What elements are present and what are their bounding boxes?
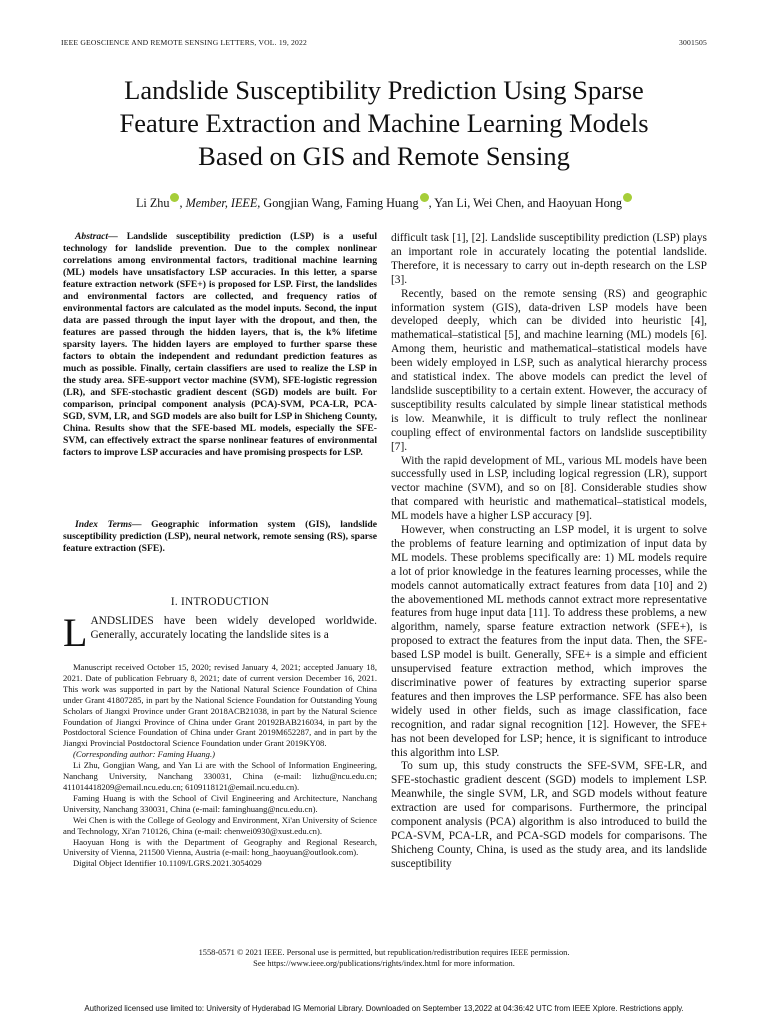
intro-first-text: ANDSLIDES have been widely developed worldwide. Generally, accurately locating the landslide sites is a xyxy=(90,615,377,641)
orcid-icon[interactable] xyxy=(623,193,632,202)
author-1: Li Zhu xyxy=(135,196,170,210)
abstract-text: — Landslide susceptibility prediction (LSP) is a useful technology for landslide prevention. Due to the complex nonlinear correlations among environmental factors, traditional machine learning (ML) models have unsatisfactory LSP accuracies. In this letter, a sparse feature extraction network (SFE+) is proposed for LSP. First, the landslides and environmental factors are collected, and frequency ratios of environmental factors are calculated as the model inputs. Second, the input data are passed through the input layer with the dropout, and then, the features are passed through the hidden layers, that is, the k% lifetime sparsity layers. The hidden layers are employed to further sparse these factors to obtain the independent and redundant prediction features as much as possible. Finally, certain classifiers are used to realize the LSP in the study area. SFE-support vector machine (SVM), SFE-logistic regression (LR), and SFE-stochastic gradient descent (SGD) models are built. For comparison, principal component analysis (PCA)-SVM, PCA-LR, PCA-SGD, SVM, LR, and SGD models are also built for LSP in Shicheng County, China. Results show that the SFE-based ML models, especially the SFE-SVM, can effectively extract the sparse nonlinear features of environmental factors to improve LSP accuracies and have promising prospects for LSP. xyxy=(63,231,377,458)
index-terms-text: — Geographic information system (GIS), landslide susceptibility prediction (LSP), neural network, remote sensing (RS), sparse feature extraction (SFE). xyxy=(63,519,377,554)
index-terms xyxy=(63,519,377,555)
author-2-3: Gongjian Wang, Faming Huang xyxy=(260,196,419,210)
footnote-affiliation-1: Li Zhu, Gongjian Wang, and Yan Li are with the School of Information Engineering, Nanchang University, Nanchang 330031, China (e-mail: lizhu@ncu.edu.cn; 411014418209@email.ncu.edu.cn; 6109118121@email.ncu.edu.cn). xyxy=(63,760,377,792)
abstract-label: Abstract xyxy=(75,231,109,242)
footnote-corresponding: (Corresponding author: Faming Huang.) xyxy=(73,749,215,760)
body-paragraph: difficult task [1], [2]. Landslide susceptibility prediction (LSP) plays an important role in accurately locating the potential landslide. Therefore, it is necessary to carry out in-depth research on the LSP [3]. xyxy=(391,232,707,286)
abstract xyxy=(63,231,377,459)
paper-title xyxy=(40,74,728,173)
author-list xyxy=(30,193,738,211)
title-line-2: Feature Extraction and Machine Learning Models xyxy=(119,108,649,138)
body-paragraph: Recently, based on the remote sensing (RS) and geographic information system (GIS), data-driven LSP models have been developed deeply, which can be divided into heuristic [4], mathematical–statistical [5], and machine learning (ML) models [6]. Among them, heuristic and mathematical–statistical models have been widely employed in LSP, such as analytical hierarchy process and statistical index. The above models can predict the level of landslide susceptibility to a certain extent. However, the accuracy of susceptibility results calculated by simple linear statistical methods is low. Meanwhile, it is difficult to truly reflect the nonlinear coupling effect of environmental factors on landslide susceptibility [7]. xyxy=(391,287,707,453)
author-4-6: , Yan Li, Wei Chen, and Haoyuan Hong xyxy=(428,196,623,210)
article-number: 3001505 xyxy=(679,38,707,47)
copyright-line-2[interactable]: See https://www.ieee.org/publications/rights/index.html for more information. xyxy=(253,959,515,968)
title-line-3: Based on GIS and Remote Sensing xyxy=(198,141,570,171)
intro-first-paragraph xyxy=(63,610,377,655)
footnotes xyxy=(63,662,377,869)
license-notice: Authorized licensed use limited to: University of Hyderabad IG Memorial Library. Downloaded on September 13,2022 at 04:36:42 UTC from IEEE Xplore. Restrictions apply. xyxy=(84,1004,684,1013)
copyright-notice xyxy=(80,947,688,969)
body-paragraph: With the rapid development of ML, various ML models have been successfully used in LSP, including logical regression (LR), support vector machine (SVM), and so on [8]. Considerable studies show that compared with heuristic and mathematical–statistical models, ML models have a higher LSP accuracy [9]. xyxy=(391,454,707,523)
orcid-icon[interactable] xyxy=(420,193,429,202)
footnote-affiliation-2: Faming Huang is with the School of Civil Engineering and Architecture, Nanchang University, Nanchang 330031, China (e-mail: faminghuang@ncu.edu.cn). xyxy=(63,792,377,814)
drop-cap: L xyxy=(63,610,88,655)
index-terms-label: Index Terms xyxy=(75,519,132,530)
footnote-affiliation-3: Wei Chen is with the College of Geology and Environment, Xi'an University of Science and Technology, Xi'an 710126, China (e-mail: chenwei0930@xust.edu.cn). xyxy=(63,814,377,836)
section-heading-introduction: I. INTRODUCTION xyxy=(170,596,270,608)
footnote-manuscript: Manuscript received October 15, 2020; revised January 4, 2021; accepted January 18, 2021. Date of publication February 8, 2021; date of current version December 16, 2021. This work was supported in part by the National Natural Science Foundation of China under Grant 41807285, in part by the National Science Foundation for Outstanding Young Scholars of Jiangxi Province under Grant 2018ACB21038, in part by the Natural Science Foundation of Jiangxi Province of China under Grant 20192BAB216034, in part by the Postdoctoral Science Foundation of China under Grant 2019M652287, and in part by the Jiangxi Provincial Postdoctoral Science Foundation under Grant 2019KY08. xyxy=(63,662,377,749)
author-1-role: , Member, IEEE, xyxy=(179,196,261,210)
running-header xyxy=(61,38,707,50)
body-paragraph: To sum up, this study constructs the SFE-SVM, SFE-LR, and SFE-stochastic gradient descent (SGD) models to implement LSP. Meanwhile, the single SVM, LR, and SGD models without feature extraction are used for comparisons. Furthermore, the principal component analysis (PCA) algorithm is also introduced to build the PCA-SVM, PCA-LR, and PCA-SGD models for comparisons. The Shicheng County, China, is used as the study area, and its landslide susceptibility xyxy=(391,760,707,870)
intro-right-column xyxy=(391,232,707,872)
body-paragraph: However, when constructing an LSP model, it is urgent to solve the problems of feature learning and optimization of input data by ML models. These problems specifically are: 1) ML models require a lot of prior knowledge in the features learning processes, while the models cannot automatically extract features from data [10] and 2) the abovementioned ML methods cannot extract more representative features from huge input data [11]. To address these problems, a new algorithm, namely, sparse feature extraction network (SFE+), is proposed to extract the features from the input data. Then, the SFE-based LSP model is built. Generally, SFE+ is a simple and efficient unsupervised feature extraction method, which improves the discriminative power of features by extracting superior sparse features and then improves the LSP performance. SFE has also been widely used in other fields, such as image classification, face recognition, and radar signal recognition [12]. However, the SFE+ has not been developed for LSP; hence, it is significant to introduce this algorithm into LSP. xyxy=(391,524,707,759)
title-line-1: Landslide Susceptibility Prediction Using Sparse xyxy=(124,75,644,105)
copyright-line-1: 1558-0571 © 2021 IEEE. Personal use is permitted, but republication/redistribution requires IEEE permission. xyxy=(198,948,570,957)
journal-name: IEEE GEOSCIENCE AND REMOTE SENSING LETTERS, VOL. 19, 2022 xyxy=(61,38,308,47)
footnote-affiliation-4: Haoyuan Hong is with the Department of Geography and Regional Research, University of Vienna, 211500 Vienna, Austria (e-mail: hong_haoyuan@outlook.com). xyxy=(63,836,377,858)
footnote-doi: Digital Object Identifier 10.1109/LGRS.2021.3054029 xyxy=(73,858,262,869)
